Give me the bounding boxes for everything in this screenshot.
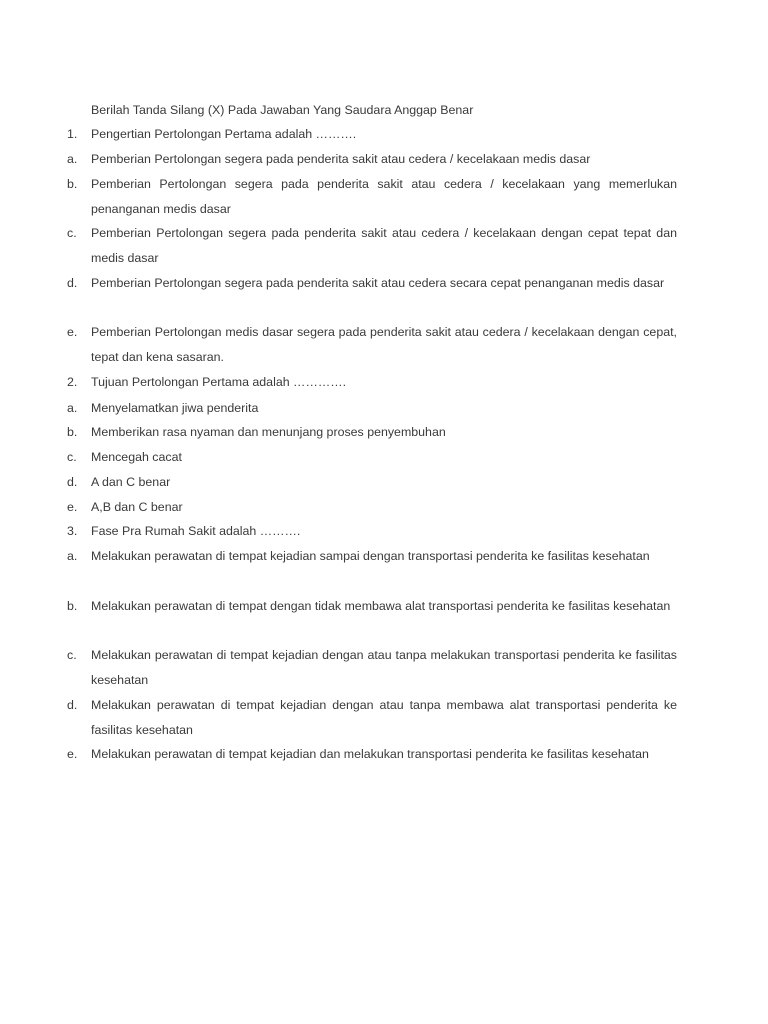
option-letter: d. xyxy=(67,698,78,712)
option-letter: b. xyxy=(67,425,78,439)
option-text: Pemberian Pertolongan segera pada penderita sakit atau cedera / kecelakaan medis dasar xyxy=(91,152,591,166)
option-text: Menyelamatkan jiwa penderita xyxy=(91,401,259,415)
option-text: A,B dan C benar xyxy=(91,500,183,514)
instruction-text: Berilah Tanda Silang (X) Pada Jawaban Yang Saudara Anggap Benar xyxy=(91,103,474,117)
option-text: Pemberian Pertolongan medis dasar segera pada penderita sakit atau cedera / kecelakaan dengan cepat, tepat dan kena sasaran. xyxy=(91,325,677,364)
option-text: Melakukan perawatan di tempat kejadian dengan atau tanpa melakukan transportasi penderita ke fasilitas kesehatan xyxy=(91,648,677,687)
option-letter: c. xyxy=(67,450,77,464)
question-2-option-e xyxy=(67,495,677,520)
option-letter: c. xyxy=(67,226,77,240)
question-text: Tujuan Pertolongan Pertama adalah …………. xyxy=(91,375,347,389)
option-text: Melakukan perawatan di tempat kejadian dan melakukan transportasi penderita ke fasilitas kesehatan xyxy=(91,747,649,761)
question-2 xyxy=(67,370,677,395)
question-2-option-a xyxy=(67,396,677,421)
option-letter: a. xyxy=(67,549,78,563)
option-text: Mencegah cacat xyxy=(91,450,182,464)
option-text: Melakukan perawatan di tempat kejadian dengan atau tanpa membawa alat transportasi penderita ke fasilitas kesehatan xyxy=(91,698,677,737)
option-letter: b. xyxy=(67,177,78,191)
question-number: 3. xyxy=(67,524,78,538)
option-letter: d. xyxy=(67,276,78,290)
question-3-option-e xyxy=(67,742,677,767)
option-text: Pemberian Pertolongan segera pada penderita sakit atau cedera secara cepat penanganan medis dasar xyxy=(91,276,665,290)
question-text: Fase Pra Rumah Sakit adalah ………. xyxy=(91,524,301,538)
question-1-option-e xyxy=(67,320,677,370)
option-letter: a. xyxy=(67,152,78,166)
question-1-option-c xyxy=(67,221,677,271)
question-3 xyxy=(67,519,677,544)
question-number: 1. xyxy=(67,127,78,141)
option-letter: e. xyxy=(67,747,78,761)
option-text: A dan C benar xyxy=(91,475,171,489)
question-3-option-d xyxy=(67,693,677,743)
question-3-option-a xyxy=(67,544,677,569)
option-text: Pemberian Pertolongan segera pada penderita sakit atau cedera / kecelakaan dengan cepat tepat dan medis dasar xyxy=(91,226,677,265)
option-letter: e. xyxy=(67,325,78,339)
question-1-option-d xyxy=(67,271,677,296)
option-letter: d. xyxy=(67,475,78,489)
question-text: Pengertian Pertolongan Pertama adalah ………. xyxy=(91,127,357,141)
question-1 xyxy=(67,122,677,147)
option-text: Pemberian Pertolongan segera pada penderita sakit atau cedera / kecelakaan yang memerlukan penanganan medis dasar xyxy=(91,177,677,216)
question-1-option-a xyxy=(67,147,677,172)
question-3-option-b xyxy=(67,594,677,619)
question-number: 2. xyxy=(67,375,78,389)
question-1-option-b xyxy=(67,172,677,222)
option-text: Melakukan perawatan di tempat kejadian sampai dengan transportasi penderita ke fasilitas kesehatan xyxy=(91,549,650,563)
question-2-option-b xyxy=(67,420,677,445)
option-letter: a. xyxy=(67,401,78,415)
option-letter: e. xyxy=(67,500,78,514)
option-letter: b. xyxy=(67,599,78,613)
question-3-option-c xyxy=(67,643,677,693)
option-letter: c. xyxy=(67,648,77,662)
question-2-option-d xyxy=(67,470,677,495)
option-text: Memberikan rasa nyaman dan menunjang proses penyembuhan xyxy=(91,425,446,439)
question-2-option-c xyxy=(67,445,677,470)
option-text: Melakukan perawatan di tempat dengan tidak membawa alat transportasi penderita ke fasilitas kesehatan xyxy=(91,599,671,613)
